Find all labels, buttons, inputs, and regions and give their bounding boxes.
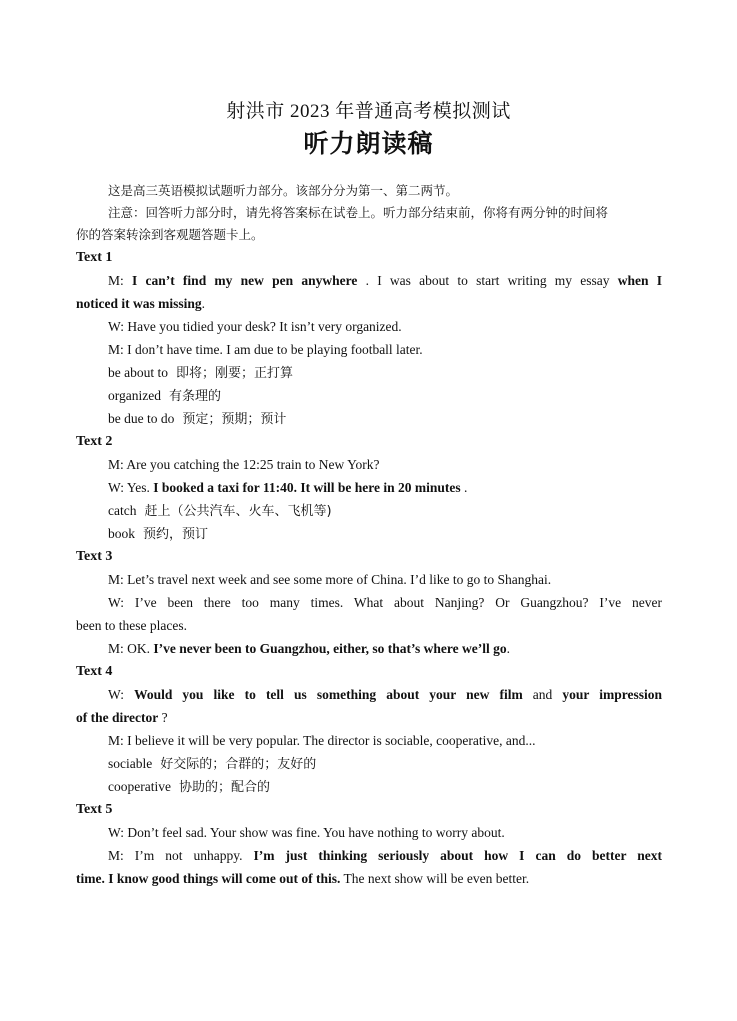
text1-w1: W: Have you tidied your desk? It isn’t very organized. (108, 319, 402, 334)
text4-w1-line2: of the director ? (76, 710, 168, 725)
text1-heading: Text 1 (76, 250, 113, 265)
document-body (76, 180, 662, 890)
document-subtitle: 听力朗读稿 (303, 129, 434, 158)
intro-line-1: 这是高三英语模拟试题听力部分。该部分分为第一、第二两节。 (108, 183, 459, 198)
text5-heading: Text 5 (76, 802, 113, 817)
intro-line-3: 你的答案转涂到客观题答题卡上。 (76, 227, 264, 242)
intro-line-2: 注意：回答听力部分时，请先将答案标在试卷上。听力部分结束前，你将有两分钟的时间将 (108, 205, 609, 220)
text4-m1: M: I believe it will be very popular. The director is sociable, cooperative, and... (108, 733, 536, 748)
text1-m1-line1: M: I can’t find my new pen anywhere . I was about to start writing my essay when I (108, 273, 662, 288)
text2-m1: M: Are you catching the 12:25 train to New York? (108, 457, 380, 472)
text5-m1-line1: M: I’m not unhappy. I’m just thinking seriously about how I can do better next (108, 848, 662, 863)
text5-m1-line2: time. I know good things will come out of this. The next show will be even better. (76, 871, 530, 886)
text3-w1-line2: been to these places. (76, 618, 187, 633)
text2-heading: Text 2 (76, 434, 113, 449)
text4-vocab-2: cooperative 协助的；配合的 (108, 779, 270, 795)
text1-vocab-1: be about to 即将；刚要；正打算 (108, 365, 294, 381)
text1-m1-line2: noticed it was missing. (76, 296, 206, 311)
text1-vocab-3: be due to do 预定；预期；预计 (108, 411, 287, 427)
text3-heading: Text 3 (76, 549, 113, 564)
text4-vocab-1: sociable 好交际的；合群的；友好的 (108, 756, 317, 772)
text1-vocab-2: organized 有条理的 (108, 388, 221, 404)
document-title: 射洪市 2023 年普通高考模拟测试 (226, 101, 511, 122)
text4-heading: Text 4 (76, 664, 113, 679)
text3-m1: M: Let’s travel next week and see some more of China. I’d like to go to Shanghai. (108, 572, 552, 587)
text2-w1: W: Yes. I booked a taxi for 11:40. It will be here in 20 minutes . (108, 480, 468, 495)
text2-vocab-2: book 预约，预订 (108, 526, 209, 542)
text4-w1-line1: W: Would you like to tell us something about your new film and your impression (108, 687, 662, 702)
text2-vocab-1: catch 赶上（公共汽车、火车、飞机等) (108, 503, 332, 519)
text3-w1-line1: W: I’ve been there too many times. What about Nanjing? Or Guangzhou? I’ve never (108, 595, 662, 610)
text5-w1: W: Don’t feel sad. Your show was fine. You have nothing to worry about. (108, 825, 505, 840)
text1-m2: M: I don’t have time. I am due to be playing football later. (108, 342, 423, 357)
text3-m2: M: OK. I’ve never been to Guangzhou, either, so that’s where we’ll go. (108, 641, 510, 656)
